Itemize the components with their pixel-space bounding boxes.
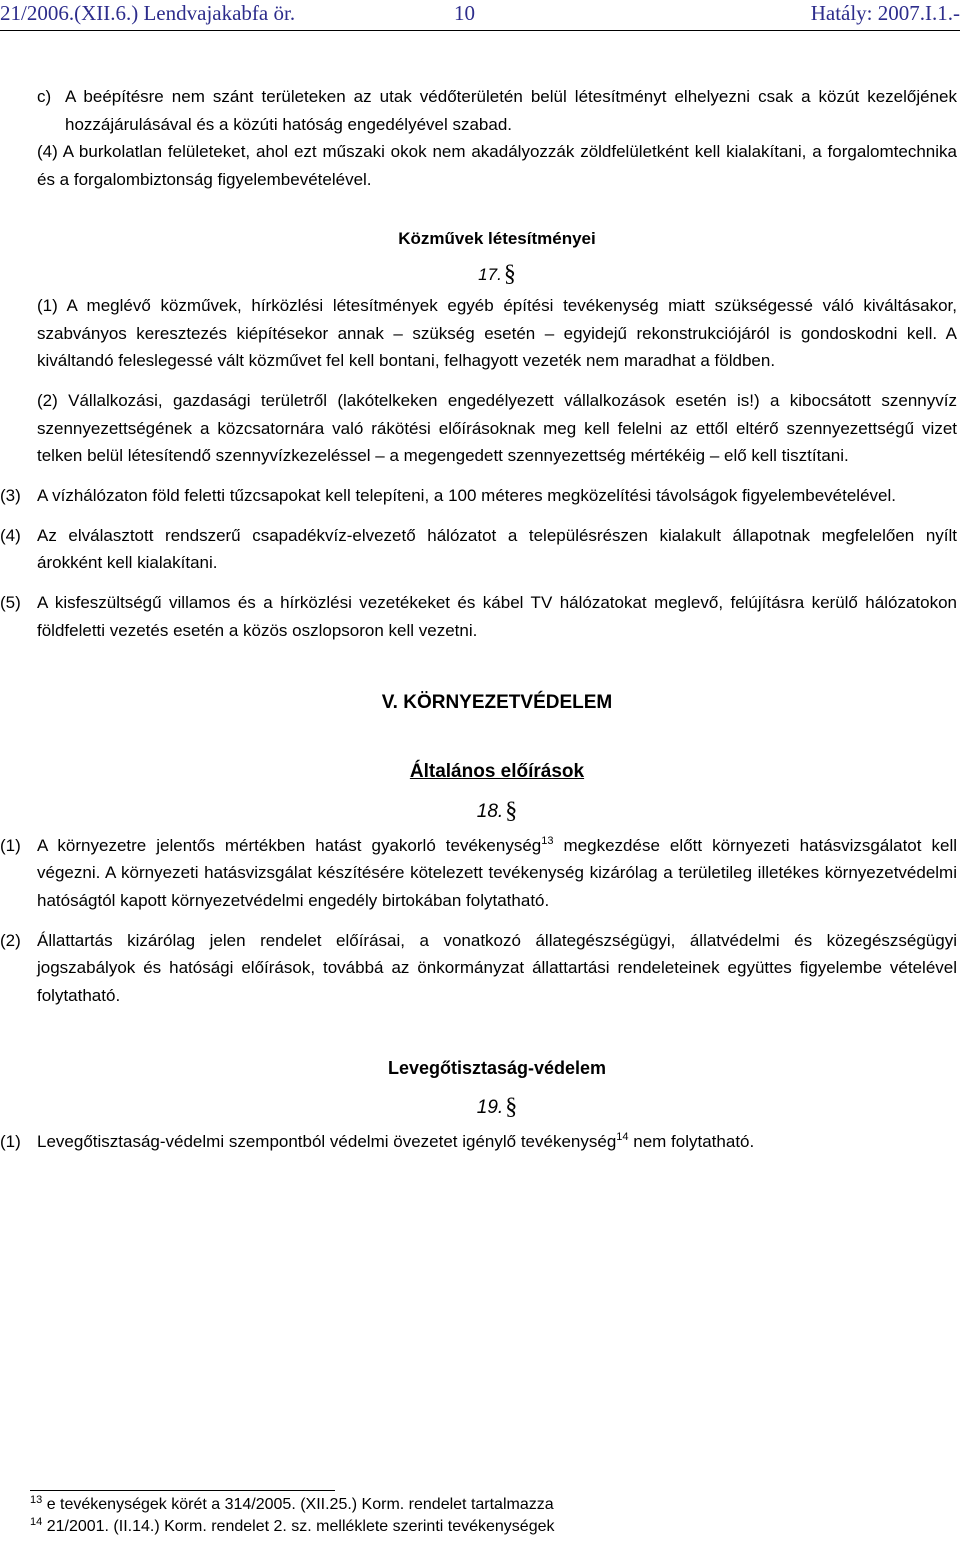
heading-altalanos: Általános előírások: [409, 760, 585, 782]
paragraph-17-2-label: (2): [37, 390, 58, 410]
page-header: [0, 0, 960, 31]
footnote-separator: [30, 1490, 335, 1491]
paragraph-sign-icon: §: [505, 1093, 518, 1120]
paragraph-17-2: [37, 387, 957, 470]
paragraph-17-3: [0, 482, 957, 510]
section-18-number-text: 18.: [476, 800, 504, 822]
paragraph-18-1-text-a: A környezetre jelentős mértékben hatást gyakorló tevékenység: [37, 835, 542, 855]
header-effective-date: Hatály: 2007.I.1.-: [810, 1, 960, 25]
heading-kozmuvek: Közművek létesítményei: [398, 228, 596, 248]
paragraph-17-1-label: (1): [37, 295, 58, 315]
footnote-14: [30, 1516, 555, 1538]
footnote-14-number: 14: [30, 1516, 43, 1528]
footnote-13-text: e tevékenységek körét a 314/2005. (XII.25.) Korm. rendelet tartalmazza: [42, 1496, 554, 1513]
paragraph-17-5-label: (5): [0, 593, 21, 613]
footnote-14-text: 21/2001. (II.14.) Korm. rendelet 2. sz. melléklete szerinti tevékenységek: [42, 1518, 555, 1535]
section-19-number: [37, 1092, 957, 1124]
heading-levego: Levegőtisztaság-védelem: [387, 1057, 607, 1078]
section-18-number: [37, 796, 957, 828]
footnote-ref-13[interactable]: 13: [541, 834, 554, 847]
item-c-text: A beépítésre nem szánt területeken az utak védőterületén belül létesítményt elhelyezni csak a közút kezelőjének hozzájárulásával és a közúti hatóság engedélyével szabad.: [65, 87, 957, 134]
footnote-13: [30, 1494, 555, 1516]
section-17-number: [37, 259, 957, 291]
paragraph-17-4: [0, 522, 957, 577]
section-19-number-text: 19.: [476, 1096, 504, 1118]
paragraph-17-4-label: (4): [0, 525, 21, 545]
paragraph-19-1-text-b: nem folytatható.: [628, 1131, 755, 1151]
paragraph-16-4-text: A burkolatlan felületeket, ahol ezt műszaki okok nem akadályozzák zöldfelületként kell kialakítani, a forgalomtechnika és a forgalombiztonság figyelembevételével.: [37, 142, 957, 190]
paragraph-16-4-label: (4): [37, 142, 58, 162]
paragraph-19-1-text-a: Levegőtisztaság-védelmi szempontból védelmi övezetet igénylő tevékenység: [37, 1131, 617, 1151]
paragraph-18-1: [0, 832, 957, 915]
header-page-number: 10: [454, 1, 475, 25]
paragraph-19-1-label: (1): [0, 1131, 21, 1151]
footnote-13-number: 13: [30, 1494, 43, 1506]
paragraph-18-2-label: (2): [0, 930, 21, 950]
paragraph-17-5: [0, 589, 957, 644]
paragraph-17-2-text: Vállalkozási, gazdasági területről (lakótelkeken engedélyezett vállalkozások esetén is!) a kibocsátott szennyvíz szennyezettségének a közcsatornára való rákötési előírásoknak meg kell felelni az ettől eltérő szennyezettségű vizet telken belül létesítendő szennyvízkezeléssel – a megengedett szennyezettség mértékéig – elő kell tisztítani.: [37, 390, 957, 466]
paragraph-18-2: [0, 927, 957, 1010]
paragraph-18-1-text-b: megkezdése előtt környezeti hatásvizsgálatot kell végezni. A környezeti hatásvizsgálat készítésére kötelezett tevékenység kizárólag a területileg illetékes környezetvédelmi hatóságtól kapott környezetvédelmi engedély birtokában folytatható.: [37, 835, 957, 910]
paragraph-16-4: [37, 138, 957, 193]
paragraph-18-1-label: (1): [0, 835, 21, 855]
paragraph-19-1: [0, 1128, 957, 1156]
footnote-ref-14[interactable]: 14: [616, 1130, 629, 1143]
header-regulation-id: 21/2006.(XII.6.) Lendvajakabfa ör.: [0, 1, 296, 25]
chapter-v-title: V. KÖRNYEZETVÉDELEM: [381, 691, 613, 713]
paragraph-sign-icon: §: [503, 260, 516, 287]
item-c-label: c): [37, 87, 52, 106]
section-17-number-text: 17.: [478, 264, 502, 284]
footnotes: [30, 1494, 555, 1538]
paragraph-17-4-text: Az elválasztott rendszerű csapadékvíz-elvezető hálózatot a településrészen kialakult állapotnak megfelelően nyílt árokként kell kialakítani.: [37, 525, 957, 573]
paragraph-17-3-text: A vízhálózaton föld feletti tűzcsapokat kell telepíteni, a 100 méteres megközelítési távolságok figyelembevételével.: [37, 486, 896, 506]
paragraph-17-5-text: A kisfeszültségű villamos és a hírközlési vezetékeket és kábel TV hálózatokat meglevő, felújításra kerülő hálózatokon földfeletti vezetés esetén a közös oszlopsoron kell vezetni.: [37, 593, 957, 640]
paragraph-17-1: [37, 292, 957, 375]
paragraph-sign-icon: §: [505, 797, 518, 824]
paragraph-17-1-text: A meglévő közművek, hírközlési létesítmények egyéb építési tevékenység miatt szükségessé váló kiváltásakor, szabványos keresztezés kiépítésekor annak – szükség esetén – egyidejű rekonstrukciójáról is gondoskodni kell. A kiváltandó feleslegessé vált közművet fel kell bontani, felhagyott vezeték nem maradhat a földben.: [37, 295, 957, 371]
paragraph-17-3-label: (3): [0, 486, 21, 506]
document-body: [0, 83, 957, 1155]
item-c: [37, 83, 957, 138]
paragraph-18-2-text: Állattartás kizárólag jelen rendelet előírásai, a vonatkozó állategészségügyi, állatvédelmi és közegészségügyi jogszabályok és hatósági előírások, továbbá az önkormányzat állattartási rendeleteinek együttes figyelembe vételével folytatható.: [37, 930, 957, 1006]
